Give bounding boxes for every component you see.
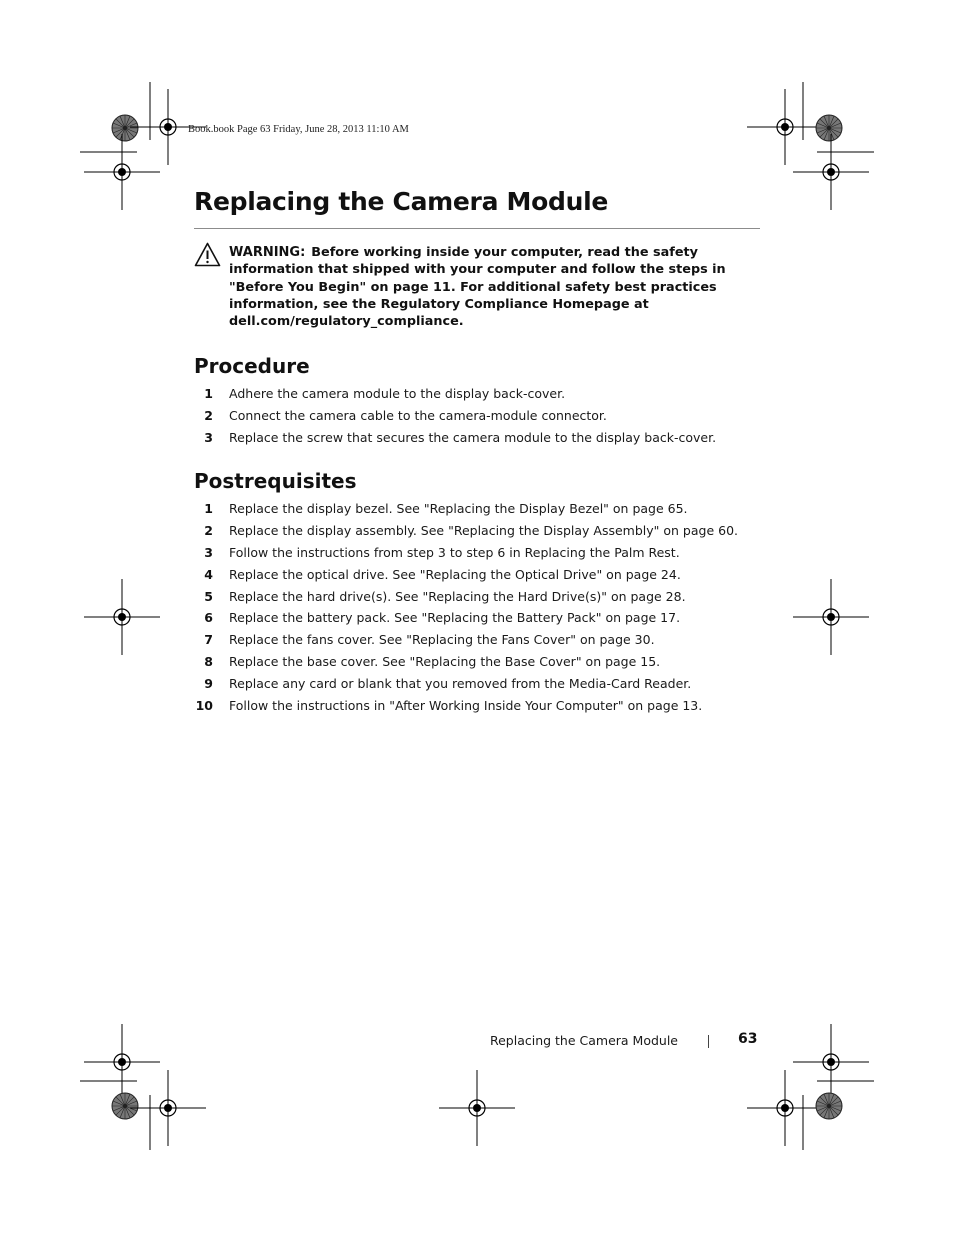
step-text: Follow the instructions from step 3 to step 6 in Replacing the Palm Rest. bbox=[229, 544, 680, 560]
footer-chapter-title: Replacing the Camera Module bbox=[489, 1033, 678, 1048]
step-text: Replace any card or blank that you removed from the Media-Card Reader. bbox=[229, 676, 692, 692]
procedure-steps bbox=[194, 386, 764, 452]
postrequisite-step bbox=[194, 676, 764, 698]
procedure-heading: Procedure bbox=[194, 354, 310, 378]
page-title: Replacing the Camera Module bbox=[194, 187, 609, 216]
registration-mark-icon bbox=[112, 115, 138, 141]
warning-triangle-icon bbox=[194, 242, 221, 267]
registration-mark-icon bbox=[747, 89, 823, 165]
step-number: 1 bbox=[204, 386, 213, 401]
step-number: 2 bbox=[204, 522, 213, 538]
postrequisite-step bbox=[194, 632, 764, 654]
warning-label: WARNING: bbox=[229, 245, 306, 260]
registration-mark-icon bbox=[793, 134, 869, 210]
postrequisite-step bbox=[194, 501, 764, 523]
step-text: Replace the screw that secures the camera module to the display back-cover. bbox=[229, 429, 717, 445]
step-text: Follow the instructions in "After Working Inside Your Computer" on page 13. bbox=[229, 698, 703, 714]
footer-separator bbox=[708, 1035, 709, 1048]
print-header-stamp: Book.book Page 63 Friday, June 28, 2013 11:10 AM bbox=[188, 124, 409, 135]
step-text: Replace the hard drive(s). See "Replacing the Hard Drive(s)" on page 28. bbox=[229, 588, 686, 604]
step-text: Replace the base cover. See "Replacing the Base Cover" on page 15. bbox=[229, 654, 661, 670]
step-number: 7 bbox=[204, 632, 213, 648]
step-text: Replace the display bezel. See "Replacing the Display Bezel" on page 65. bbox=[229, 501, 688, 516]
registration-mark-icon bbox=[84, 1024, 160, 1100]
registration-mark-icon bbox=[130, 1070, 206, 1146]
postrequisites-steps bbox=[194, 501, 764, 720]
postrequisite-step bbox=[194, 545, 764, 567]
registration-mark-icon bbox=[439, 1070, 515, 1146]
registration-mark-icon bbox=[816, 115, 842, 141]
registration-mark-icon bbox=[84, 134, 160, 210]
registration-mark-icon bbox=[747, 1070, 823, 1146]
postrequisite-step bbox=[194, 589, 764, 611]
page-number: 63 bbox=[738, 1031, 758, 1047]
postrequisite-step bbox=[194, 654, 764, 676]
postrequisites-heading: Postrequisites bbox=[194, 469, 357, 493]
step-number: 6 bbox=[204, 610, 213, 626]
warning-text-block bbox=[229, 244, 757, 330]
registration-mark-icon bbox=[793, 1024, 869, 1100]
step-text: Replace the optical drive. See "Replacing the Optical Drive" on page 24. bbox=[229, 566, 681, 582]
step-number: 2 bbox=[204, 407, 213, 423]
warning-message: Before working inside your computer, read the safety information that shipped with your computer and follow the steps in "Before You Begin" on page 11. For additional safety best practices information, see the Regulatory Compliance Homepage at dell.com/regulatory_compliance. bbox=[229, 245, 726, 330]
step-number: 3 bbox=[204, 429, 213, 445]
procedure-step bbox=[194, 408, 764, 430]
registration-mark-icon bbox=[816, 1093, 842, 1119]
step-number: 8 bbox=[204, 654, 213, 670]
title-divider bbox=[194, 228, 760, 229]
postrequisite-step bbox=[194, 610, 764, 632]
step-number: 9 bbox=[204, 676, 213, 692]
postrequisite-step bbox=[194, 523, 764, 545]
step-number: 1 bbox=[204, 501, 213, 516]
postrequisite-step bbox=[194, 698, 764, 720]
step-text: Replace the fans cover. See "Replacing the Fans Cover" on page 30. bbox=[229, 632, 655, 648]
registration-mark-icon bbox=[84, 579, 160, 655]
step-text: Replace the battery pack. See "Replacing the Battery Pack" on page 17. bbox=[229, 610, 681, 626]
step-text: Replace the display assembly. See "Replacing the Display Assembly" on page 60. bbox=[229, 522, 739, 538]
step-number: 5 bbox=[204, 588, 213, 604]
step-text: Adhere the camera module to the display back-cover. bbox=[229, 386, 566, 401]
registration-mark-icon bbox=[793, 579, 869, 655]
registration-mark-icon bbox=[112, 1093, 138, 1119]
procedure-step bbox=[194, 386, 764, 408]
step-number: 10 bbox=[195, 698, 213, 714]
postrequisite-step bbox=[194, 567, 764, 589]
procedure-step bbox=[194, 430, 764, 452]
step-number: 3 bbox=[204, 544, 213, 560]
step-text: Connect the camera cable to the camera-module connector. bbox=[229, 407, 607, 423]
step-number: 4 bbox=[204, 566, 213, 582]
